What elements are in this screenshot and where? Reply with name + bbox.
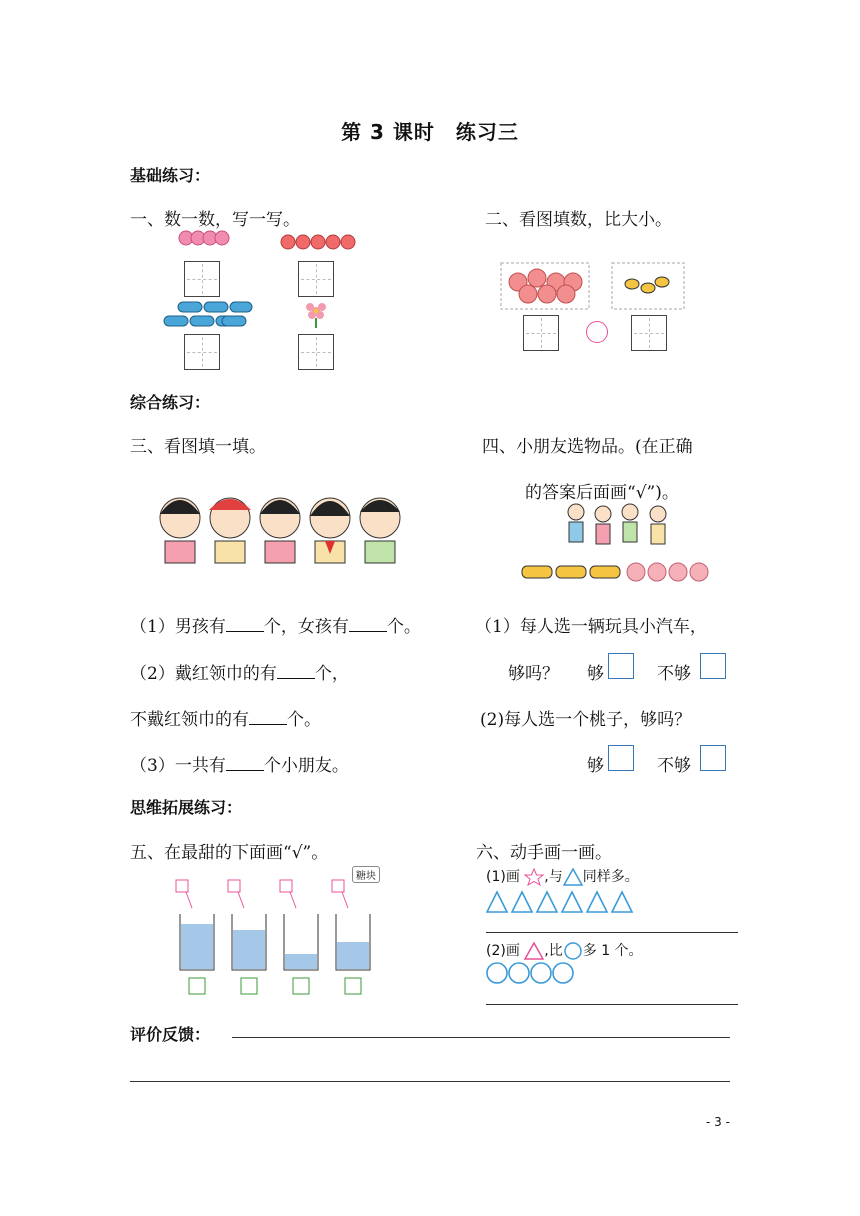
q2-label: 二、看图填数，比大小。 bbox=[485, 210, 672, 230]
q4-not-enough-label-2: 不够 bbox=[657, 756, 691, 776]
page-title: 第 3 课时 练习三 bbox=[341, 120, 519, 144]
q6-circles bbox=[486, 962, 581, 986]
compare-circle[interactable] bbox=[586, 321, 608, 343]
q6-part1: (1)画 ,与 同样多。 bbox=[486, 869, 639, 885]
q3-line4: （3）一共有 个小朋友。 bbox=[130, 756, 349, 776]
q4-sub2: (2)每人选一个桃子，够吗？ bbox=[480, 710, 692, 730]
circle-icon bbox=[487, 963, 573, 983]
child-icon bbox=[209, 498, 251, 563]
q6-answer-line-1[interactable] bbox=[486, 932, 738, 933]
q3-children-illustration bbox=[155, 486, 405, 566]
section-comprehensive: 综合练习： bbox=[130, 393, 211, 412]
q4-not-enough-box-1[interactable] bbox=[700, 653, 726, 679]
triangle-icon bbox=[524, 942, 544, 960]
peach-icon bbox=[627, 563, 708, 581]
q6-triangles bbox=[486, 890, 636, 916]
car-icon bbox=[522, 566, 620, 578]
flower-icon bbox=[509, 269, 582, 303]
feedback-line-1[interactable] bbox=[232, 1037, 730, 1038]
q1-label: 一、数一数，写一写。 bbox=[130, 210, 300, 230]
child-icon bbox=[260, 498, 300, 563]
star-icon bbox=[524, 868, 544, 886]
q4-sub1: （1）每人选一辆玩具小汽车， bbox=[475, 617, 707, 637]
blank-scarf[interactable] bbox=[277, 664, 315, 679]
child-icon bbox=[160, 498, 200, 563]
q4-not-enough-box-2[interactable] bbox=[700, 745, 726, 771]
q4-enough-label-1: 够 bbox=[587, 664, 604, 684]
blank-total[interactable] bbox=[226, 756, 264, 771]
q4-illustration bbox=[518, 500, 723, 590]
feedback-line-2[interactable] bbox=[130, 1081, 730, 1082]
page-number: - 3 - bbox=[706, 1115, 730, 1129]
child-icon bbox=[310, 498, 350, 563]
blank-boys[interactable] bbox=[226, 617, 264, 632]
child-icon bbox=[360, 498, 400, 563]
q1-answer-box-2[interactable] bbox=[298, 261, 334, 297]
circle-icon bbox=[563, 942, 583, 960]
section-thinking: 思维拓展练习： bbox=[130, 798, 243, 817]
triangle-icon bbox=[487, 892, 632, 912]
q4-not-enough-label-1: 不够 bbox=[657, 664, 691, 684]
q6-label: 六、动手画一画。 bbox=[476, 843, 612, 863]
triangle-icon bbox=[563, 868, 583, 886]
q4-sub1-ask: 够吗？ bbox=[508, 664, 559, 684]
bee-icon bbox=[625, 277, 669, 293]
lollipop-icon bbox=[179, 231, 229, 245]
q6-part2: (2)画 ,比 多 1 个。 bbox=[486, 943, 643, 959]
q6-answer-line-2[interactable] bbox=[486, 1004, 738, 1005]
q4-enough-box-1[interactable] bbox=[608, 653, 634, 679]
q3-line3: 不戴红领巾的有 个。 bbox=[130, 710, 321, 730]
beaker-icon bbox=[180, 914, 370, 970]
child-icon bbox=[568, 504, 666, 544]
q2-illustration bbox=[500, 262, 690, 314]
apple-icon bbox=[281, 235, 355, 249]
q3-line2: （2）戴红领巾的有 个， bbox=[130, 664, 349, 684]
q3-label: 三、看图填一填。 bbox=[130, 437, 266, 457]
q4-label-2: 的答案后面画“√”)。 bbox=[525, 483, 679, 503]
arrow-icon bbox=[186, 892, 348, 908]
q5-beakers-illustration bbox=[170, 866, 390, 1001]
answer-square-icon bbox=[189, 978, 361, 994]
feedback-label: 评价反馈： bbox=[130, 1025, 211, 1044]
blank-girls[interactable] bbox=[349, 617, 387, 632]
sugar-cube-icon bbox=[176, 880, 344, 892]
q2-answer-box-right[interactable] bbox=[631, 315, 667, 351]
q2-answer-box-left[interactable] bbox=[523, 315, 559, 351]
flower-icon bbox=[306, 303, 326, 328]
section-basic: 基础练习： bbox=[130, 166, 211, 185]
car-icon bbox=[164, 302, 252, 326]
blank-no-scarf[interactable] bbox=[249, 710, 287, 725]
q5-label: 五、在最甜的下面画“√”。 bbox=[130, 843, 329, 863]
q1-answer-box-3[interactable] bbox=[184, 334, 220, 370]
q4-enough-label-2: 够 bbox=[587, 756, 604, 776]
q4-label-1: 四、小朋友选物品。(在正确 bbox=[482, 437, 693, 457]
q1-answer-box-1[interactable] bbox=[184, 261, 220, 297]
q4-enough-box-2[interactable] bbox=[608, 745, 634, 771]
q1-answer-box-4[interactable] bbox=[298, 334, 334, 370]
sugar-tag: 糖块 bbox=[352, 866, 380, 883]
q3-line1: （1）男孩有 个，女孩有 个。 bbox=[130, 617, 421, 637]
